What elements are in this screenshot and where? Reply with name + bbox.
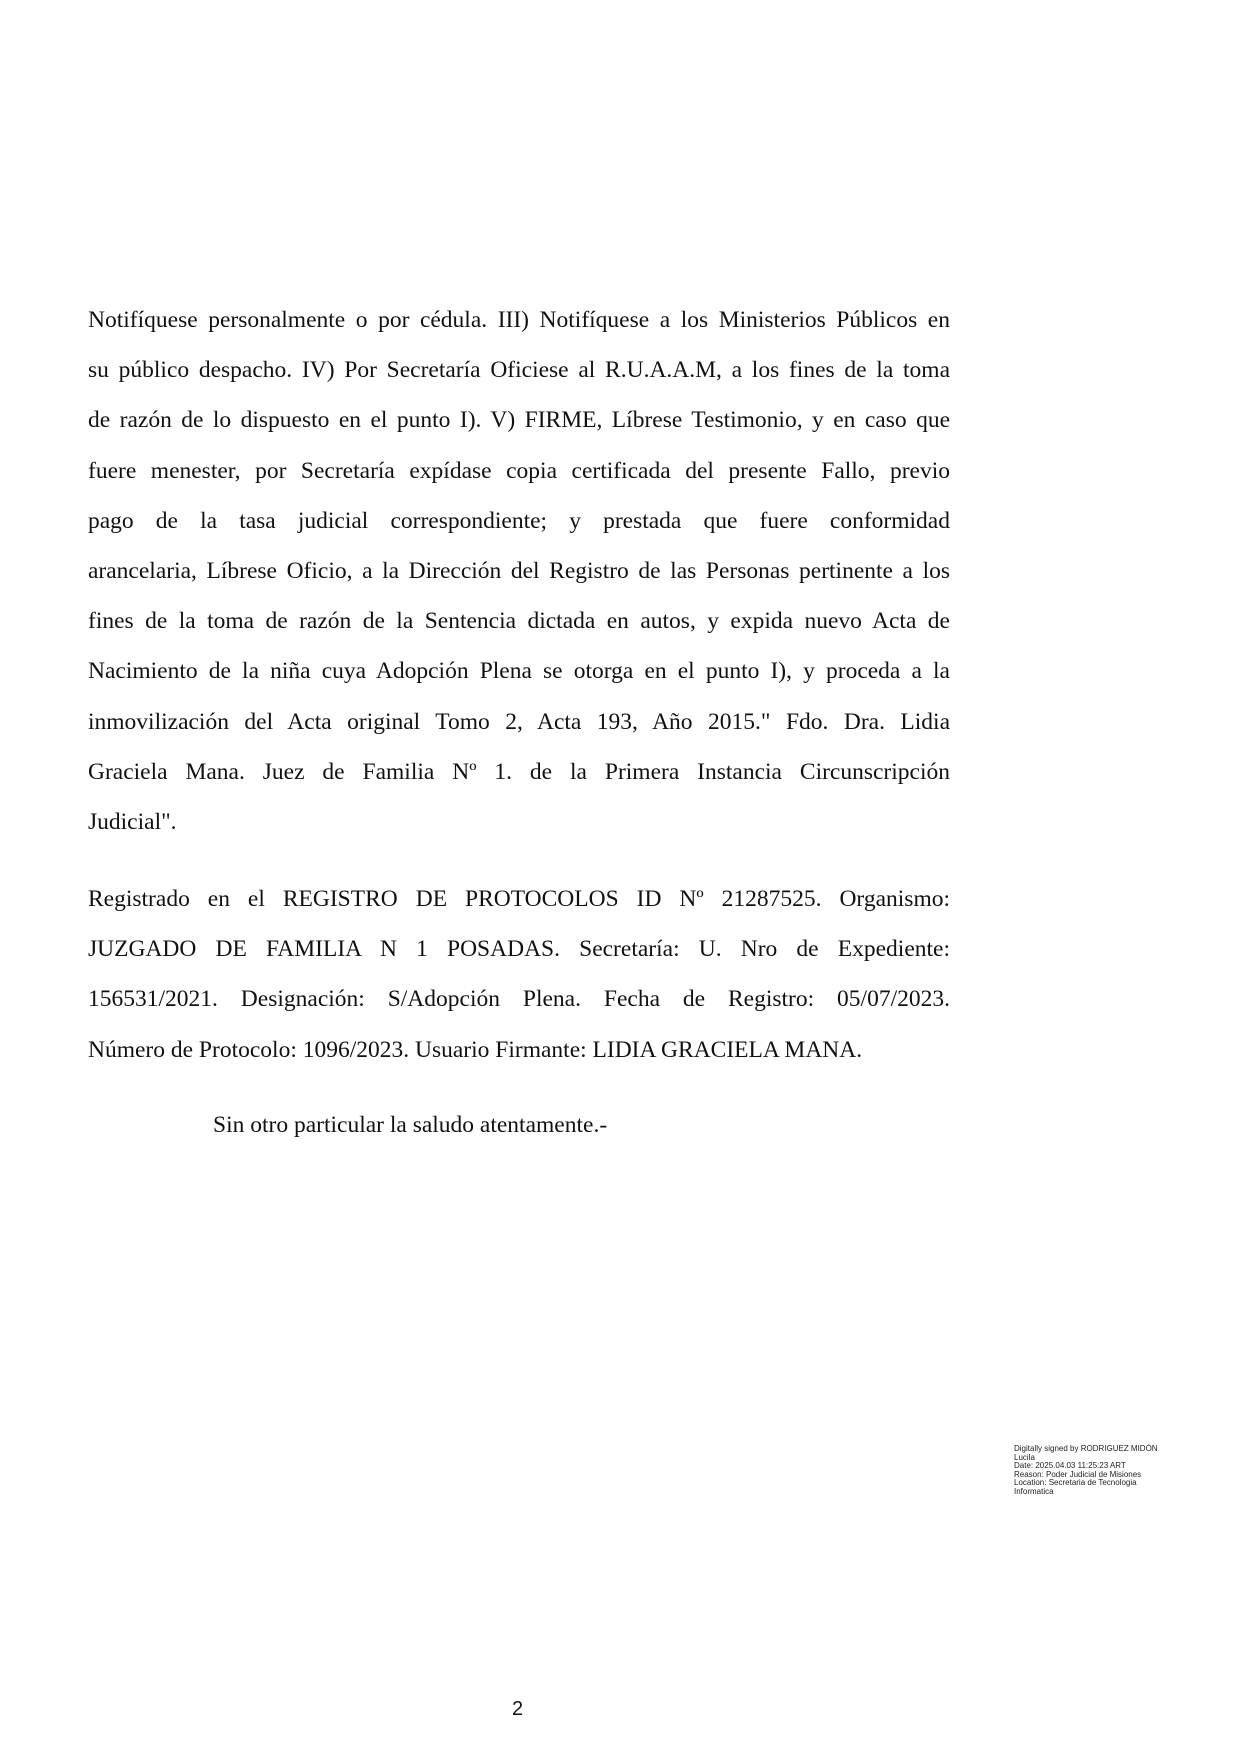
text-line: su público despacho. IV) Por Secretaría Oficiese al R.U.A.A.M, a los fines de la toma xyxy=(88,357,950,384)
signature-line: Reason: Poder Judicial de Misiones xyxy=(1014,1469,1142,1479)
text-line: 156531/2021. Designación: S/Adopción Plena. Fecha de Registro: 05/07/2023. xyxy=(88,986,950,1013)
signature-line: Location: Secretaria de Tecnologia xyxy=(1014,1478,1137,1488)
text-line: arancelaria, Líbrese Oficio, a la Dirección del Registro de las Personas pertinente a los xyxy=(88,558,950,585)
text-line: Nacimiento de la niña cuya Adopción Plena se otorga en el punto I), y proceda a la xyxy=(88,658,950,685)
closing-salutation: Sin otro particular la saludo atentamente.- xyxy=(213,1112,608,1138)
text-line: fines de la toma de razón de la Sentencia dictada en autos, y expida nuevo Acta de xyxy=(88,608,950,635)
text-line: Registrado en el REGISTRO DE PROTOCOLOS ID Nº 21287525. Organismo: xyxy=(88,886,950,912)
text-line: fuere menester, por Secretaría expídase copia certificada del presente Fallo, previo xyxy=(88,457,950,484)
digital-signature-stamp xyxy=(1014,1445,1184,1497)
signature-line: Lucila xyxy=(1014,1452,1035,1462)
text-line: de razón de lo dispuesto en el punto I). V) FIRME, Líbrese Testimonio, y en caso que xyxy=(88,407,950,434)
text-line: Número de Protocolo: 1096/2023. Usuario Firmante: LIDIA GRACIELA MANA. xyxy=(88,1036,863,1063)
text-line: inmovilización del Acta original Tomo 2, Acta 193, Año 2015." Fdo. Dra. Lidia xyxy=(88,708,950,735)
signature-line: Digitally signed by RODRIGUEZ MIDÓN xyxy=(1014,1444,1158,1453)
paragraph-resolution xyxy=(88,295,950,847)
text-line: Graciela Mana. Juez de Familia Nº 1. de la Primera Instancia Circunscripción xyxy=(88,758,950,785)
text-line: Judicial". xyxy=(88,809,177,836)
page-number: 2 xyxy=(511,1698,524,1720)
paragraph-registry xyxy=(88,874,950,1075)
signature-line: Date: 2025.04.03 11:25:23 ART xyxy=(1014,1461,1126,1471)
signature-line: Informatica xyxy=(1014,1486,1054,1496)
text-line: JUZGADO DE FAMILIA N 1 POSADAS. Secretaría: U. Nro de Expediente: xyxy=(88,936,950,963)
text-line: pago de la tasa judicial correspondiente; y prestada que fuere conformidad xyxy=(88,507,950,534)
text-line: Notifíquese personalmente o por cédula. III) Notifíquese a los Ministerios Públicos en xyxy=(88,307,950,333)
